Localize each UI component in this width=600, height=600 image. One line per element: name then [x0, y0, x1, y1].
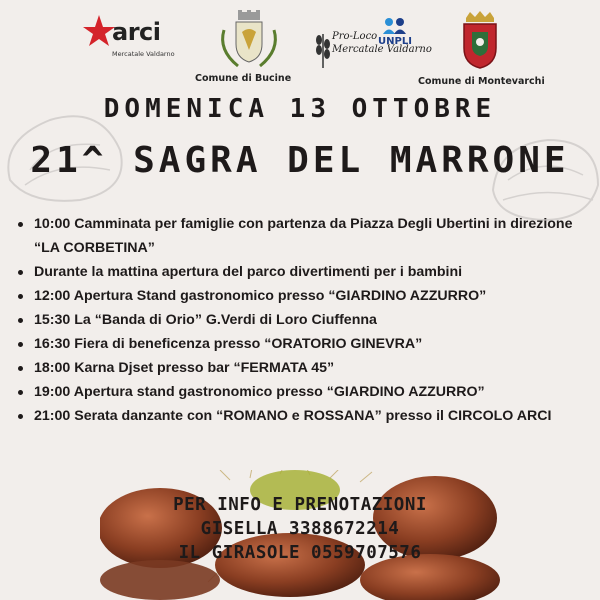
- montevarchi-caption: Comune di Montevarchi: [418, 76, 545, 87]
- wheat-icon: [312, 30, 334, 70]
- list-item: 16:30 Fiera di beneficenza presso “ORATORIO GINEVRA”: [16, 332, 586, 356]
- info-block: [0, 493, 600, 565]
- list-item: 19:00 Apertura stand gastronomico presso “GIARDINO AZZURRO”: [16, 380, 586, 404]
- montevarchi-crest: [460, 10, 500, 70]
- info-contact-gisella: GISELLA 3388672214: [200, 519, 400, 539]
- red-star-icon: [82, 14, 116, 48]
- logo-row: [0, 6, 600, 90]
- bucine-crest: [214, 10, 284, 70]
- proloco-line1: Pro-Loco: [332, 31, 378, 42]
- proloco-logo: [312, 16, 432, 71]
- bucine-caption: Comune di Bucine: [195, 73, 292, 84]
- event-title: 21^ SAGRA DEL MARRONE: [30, 140, 570, 181]
- info-contact-girasole: IL GIRASOLE 0559707576: [178, 543, 422, 563]
- list-item: Durante la mattina apertura del parco divertimenti per i bambini: [16, 260, 586, 284]
- event-list: [16, 212, 586, 428]
- montevarchi-coat-of-arms-icon: [460, 10, 500, 70]
- bucine-coat-of-arms-icon: [214, 10, 284, 70]
- proloco-line2: Mercatale Valdarno: [332, 44, 432, 55]
- unpli-people-icon: [380, 16, 410, 36]
- info-heading: PER INFO E PRENOTAZIONI: [173, 495, 427, 515]
- arci-wordmark: arci: [112, 18, 161, 46]
- arci-logo: [82, 12, 192, 62]
- list-item: 18:00 Karna Djset presso bar “FERMATA 45”: [16, 356, 586, 380]
- list-item: 21:00 Serata danzante con “ROMANO e ROSSANA” presso il CIRCOLO ARCI: [16, 404, 586, 428]
- list-item: 10:00 Camminata per famiglie con partenza da Piazza Degli Ubertini in direzione “LA CORBETINA”: [16, 212, 586, 260]
- list-item: 12:00 Apertura Stand gastronomico presso “GIARDINO AZZURRO”: [16, 284, 586, 308]
- unpli-label: UNPLI: [378, 36, 412, 47]
- event-date: DOMENICA 13 OTTOBRE: [103, 94, 497, 124]
- arci-subtitle: Mercatale Valdarno: [112, 50, 175, 58]
- list-item: 15:30 La “Banda di Orio” G.Verdi di Loro Ciuffenna: [16, 308, 586, 332]
